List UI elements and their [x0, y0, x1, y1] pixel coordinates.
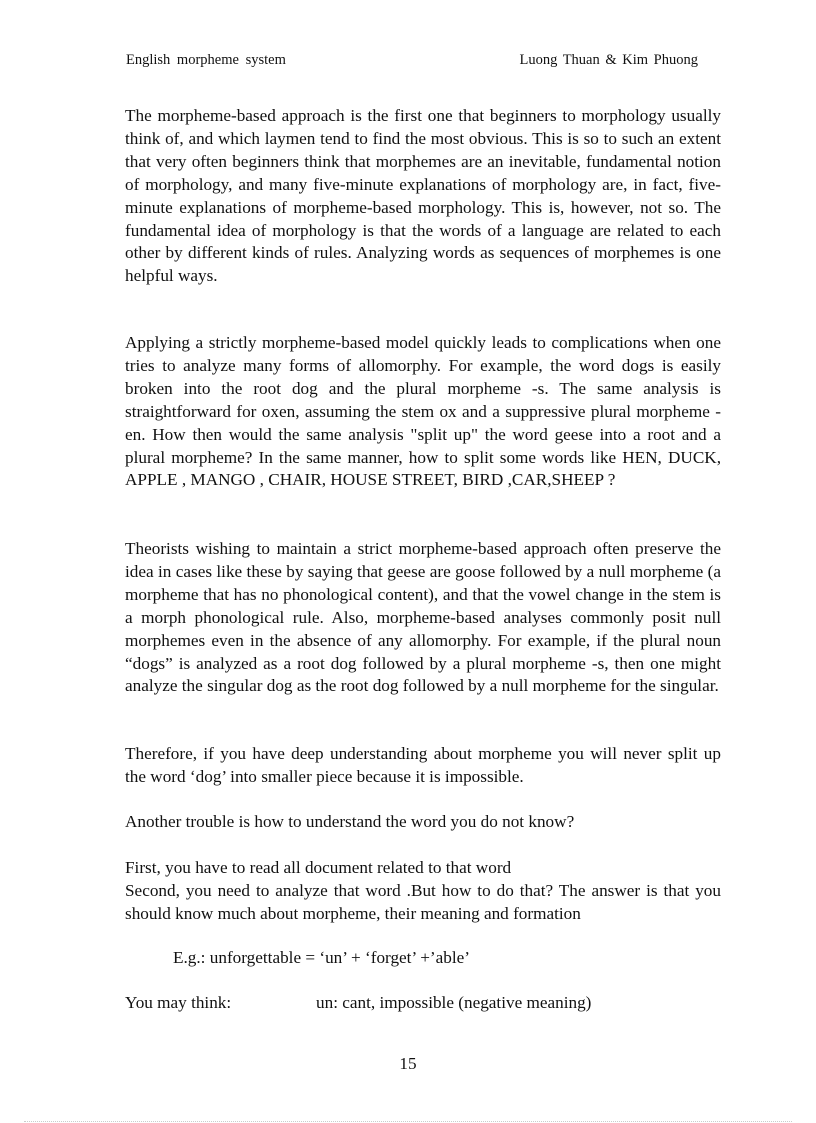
page-bottom-divider	[24, 1121, 792, 1122]
paragraph-another-trouble: Another trouble is how to understand the word you do not know?	[125, 812, 575, 831]
header-title: English morpheme system	[126, 52, 286, 68]
paragraph-first-step: First, you have to read all document related to that word	[125, 858, 512, 877]
paragraph-morpheme-approach: The morpheme-based approach is the first one that beginners to morphology usually think of, and which laymen tend to find the most obvious. This is so to such an extent that very often beginners think that morphemes are an inevitable, fundamental notion of morphology, and many five-minute explanations of morphology are, in fact, five-minute explanations of morpheme-based morphology. This is, however, not so. The fundamental idea of morphology is that the words of a language are related to each other by different kinds of rules. Analyzing words as sequences of morphemes is one helpful ways.	[125, 106, 721, 286]
think-label: You may think:	[125, 993, 232, 1012]
paragraph-null-morpheme: Theorists wishing to maintain a strict morpheme-based approach often preserve the idea in cases like these by saying that geese are goose followed by a null morpheme (a morpheme that has no phonological content), and that the vowel change in the stem is a morph phonological rule. Also, morpheme-based analyses commonly posit null morphemes even in the absence of any allomorphy. For example, if the plural noun “dogs” is analyzed as a root dog followed by a plural morpheme -s, then one might analyze the singular dog as the root dog followed by a null morpheme for the singular.	[125, 539, 721, 696]
paragraph-allomorphy: Applying a strictly morpheme-based model quickly leads to complications when one tries to analyze many forms of allomorphy. For example, the word dogs is easily broken into the root dog and the plural morpheme -s. The same analysis is straightforward for oxen, assuming the stem ox and a suppressive plural morpheme -en. How then would the same analysis "split up" the word geese into a root and a plural morpheme? In the same manner, how to split some words like HEN, DUCK, APPLE , MANGO , CHAIR, HOUSE STREET, BIRD ,CAR,SHEEP ?	[125, 333, 721, 490]
page-number: 15	[399, 1054, 417, 1073]
paragraph-second-step: Second, you need to analyze that word .But how to do that? The answer is that you should know much about morpheme, their meaning and formation	[125, 881, 721, 923]
paragraph-therefore: Therefore, if you have deep understanding about morpheme you will never split up the word ‘dog’ into smaller piece because it is impossible.	[125, 744, 721, 786]
header-authors: Luong Thuan & Kim Phuong	[519, 52, 698, 68]
example-line: E.g.: unforgettable = ‘un’ + ‘forget’ +’able’	[173, 948, 470, 967]
think-value: un: cant, impossible (negative meaning)	[316, 993, 592, 1012]
